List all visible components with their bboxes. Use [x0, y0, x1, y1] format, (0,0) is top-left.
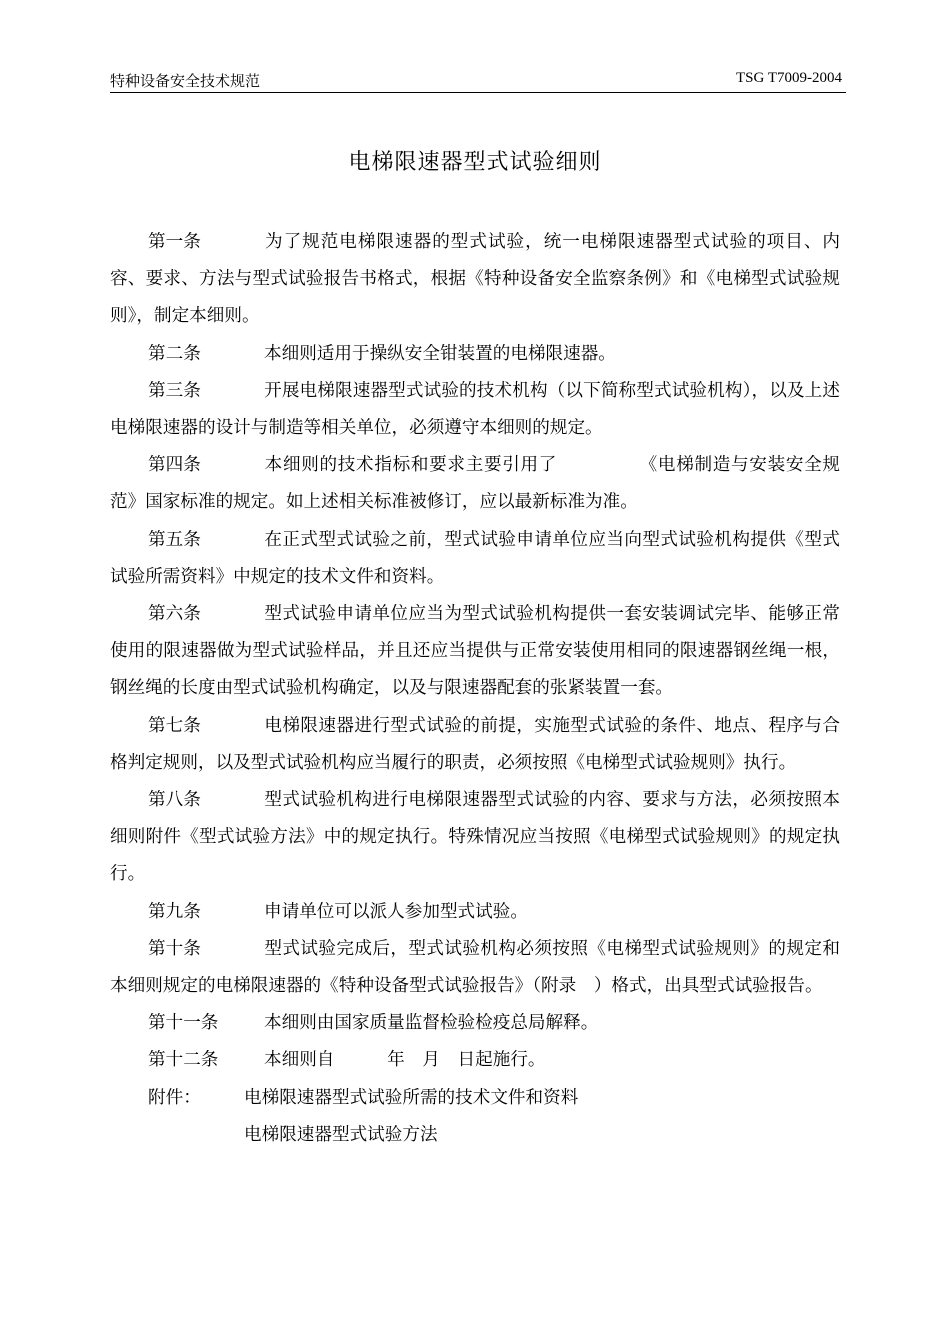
article-12: [110, 1042, 840, 1079]
article-text: 申请单位可以派人参加型式试验。: [264, 901, 528, 922]
article-9: [110, 894, 840, 931]
article-number: 第十一条: [148, 1013, 219, 1034]
attachment-label: 附件：: [148, 1087, 201, 1108]
header-spec-code: TSG T7009-2004: [736, 70, 842, 86]
article-text: 电梯限速器进行型式试验的前提，实施型式试验的条件、地点、程序与合格判定规则，以及型式试验机构应当履行的职责，必须按照《电梯型式试验规则》执行。: [110, 715, 840, 773]
article-3: [110, 373, 840, 447]
document-title: 电梯限速器型式试验细则: [348, 150, 602, 175]
article-text: 开展电梯限速器型式试验的技术机构（以下简称型式试验机构），以及上述电梯限速器的设计与制造等相关单位，必须遵守本细则的规定。: [110, 380, 840, 439]
article-text: 为了规范电梯限速器的型式试验，统一电梯限速器型式试验的项目、内容、要求、方法与型式试验报告书格式，根据《特种设备安全监察条例》和《电梯型式试验规则》，制定本细则。: [110, 232, 840, 327]
article-text: 本细则的技术指标和要求主要引用了 《电梯制造与安装安全规范》国家标准的规定。如上述相关标准被修订，应以最新标准为准。: [110, 455, 840, 513]
article-number: 第七条: [148, 715, 201, 736]
article-number: 第二条: [148, 343, 201, 364]
article-text: 本细则适用于操纵安全钳装置的电梯限速器。: [264, 343, 616, 364]
article-number: 第四条: [148, 455, 201, 476]
article-4: [110, 447, 840, 521]
article-number: 第十条: [148, 938, 201, 959]
header-spec-category: 特种设备安全技术规范: [110, 72, 261, 90]
article-6: [110, 596, 840, 708]
article-text: 本细则由国家质量监督检验检疫总局解释。: [264, 1013, 599, 1034]
article-number: 第八条: [148, 790, 201, 811]
article-number: 第三条: [148, 380, 201, 401]
attachment-list: [110, 1080, 840, 1154]
article-11: [110, 1005, 840, 1042]
article-1: [110, 224, 840, 336]
article-text: 本细则自 年 月 日起施行。: [264, 1050, 546, 1071]
article-2: [110, 336, 840, 373]
article-text: 型式试验机构进行电梯限速器型式试验的内容、要求与方法，必须按照本细则附件《型式试验方法》中的规定执行。特殊情况应当按照《电梯型式试验规则》的规定执行。: [110, 790, 840, 885]
document-body: [110, 224, 840, 1154]
article-number: 第九条: [148, 901, 201, 922]
article-text: 型式试验申请单位应当为型式试验机构提供一套安装调试完毕、能够正常使用的限速器做为型式试验样品，并且还应当提供与正常安装使用相同的限速器钢丝绳一根，钢丝绳的长度由型式试验机构确定，以及与限速器配套的张紧装置一套。: [110, 604, 840, 699]
attachment-item: 电梯限速器型式试验方法: [244, 1124, 438, 1145]
article-number: 第十二条: [148, 1050, 219, 1071]
article-5: [110, 522, 840, 596]
article-8: [110, 782, 840, 894]
page-header: [110, 66, 846, 93]
article-number: 第六条: [148, 604, 201, 625]
article-text: 型式试验完成后，型式试验机构必须按照《电梯型式试验规则》的规定和本细则规定的电梯限速器的《特种设备型式试验报告》（附录 ）格式，出具型式试验报告。: [110, 938, 840, 997]
article-10: [110, 931, 840, 1005]
article-number: 第一条: [148, 232, 201, 252]
article-text: 在正式型式试验之前，型式试验申请单位应当向型式试验机构提供《型式试验所需资料》中规定的技术文件和资料。: [110, 529, 840, 587]
article-number: 第五条: [148, 529, 201, 550]
article-7: [110, 708, 840, 782]
attachment-item: 电梯限速器型式试验所需的技术文件和资料: [244, 1087, 579, 1108]
